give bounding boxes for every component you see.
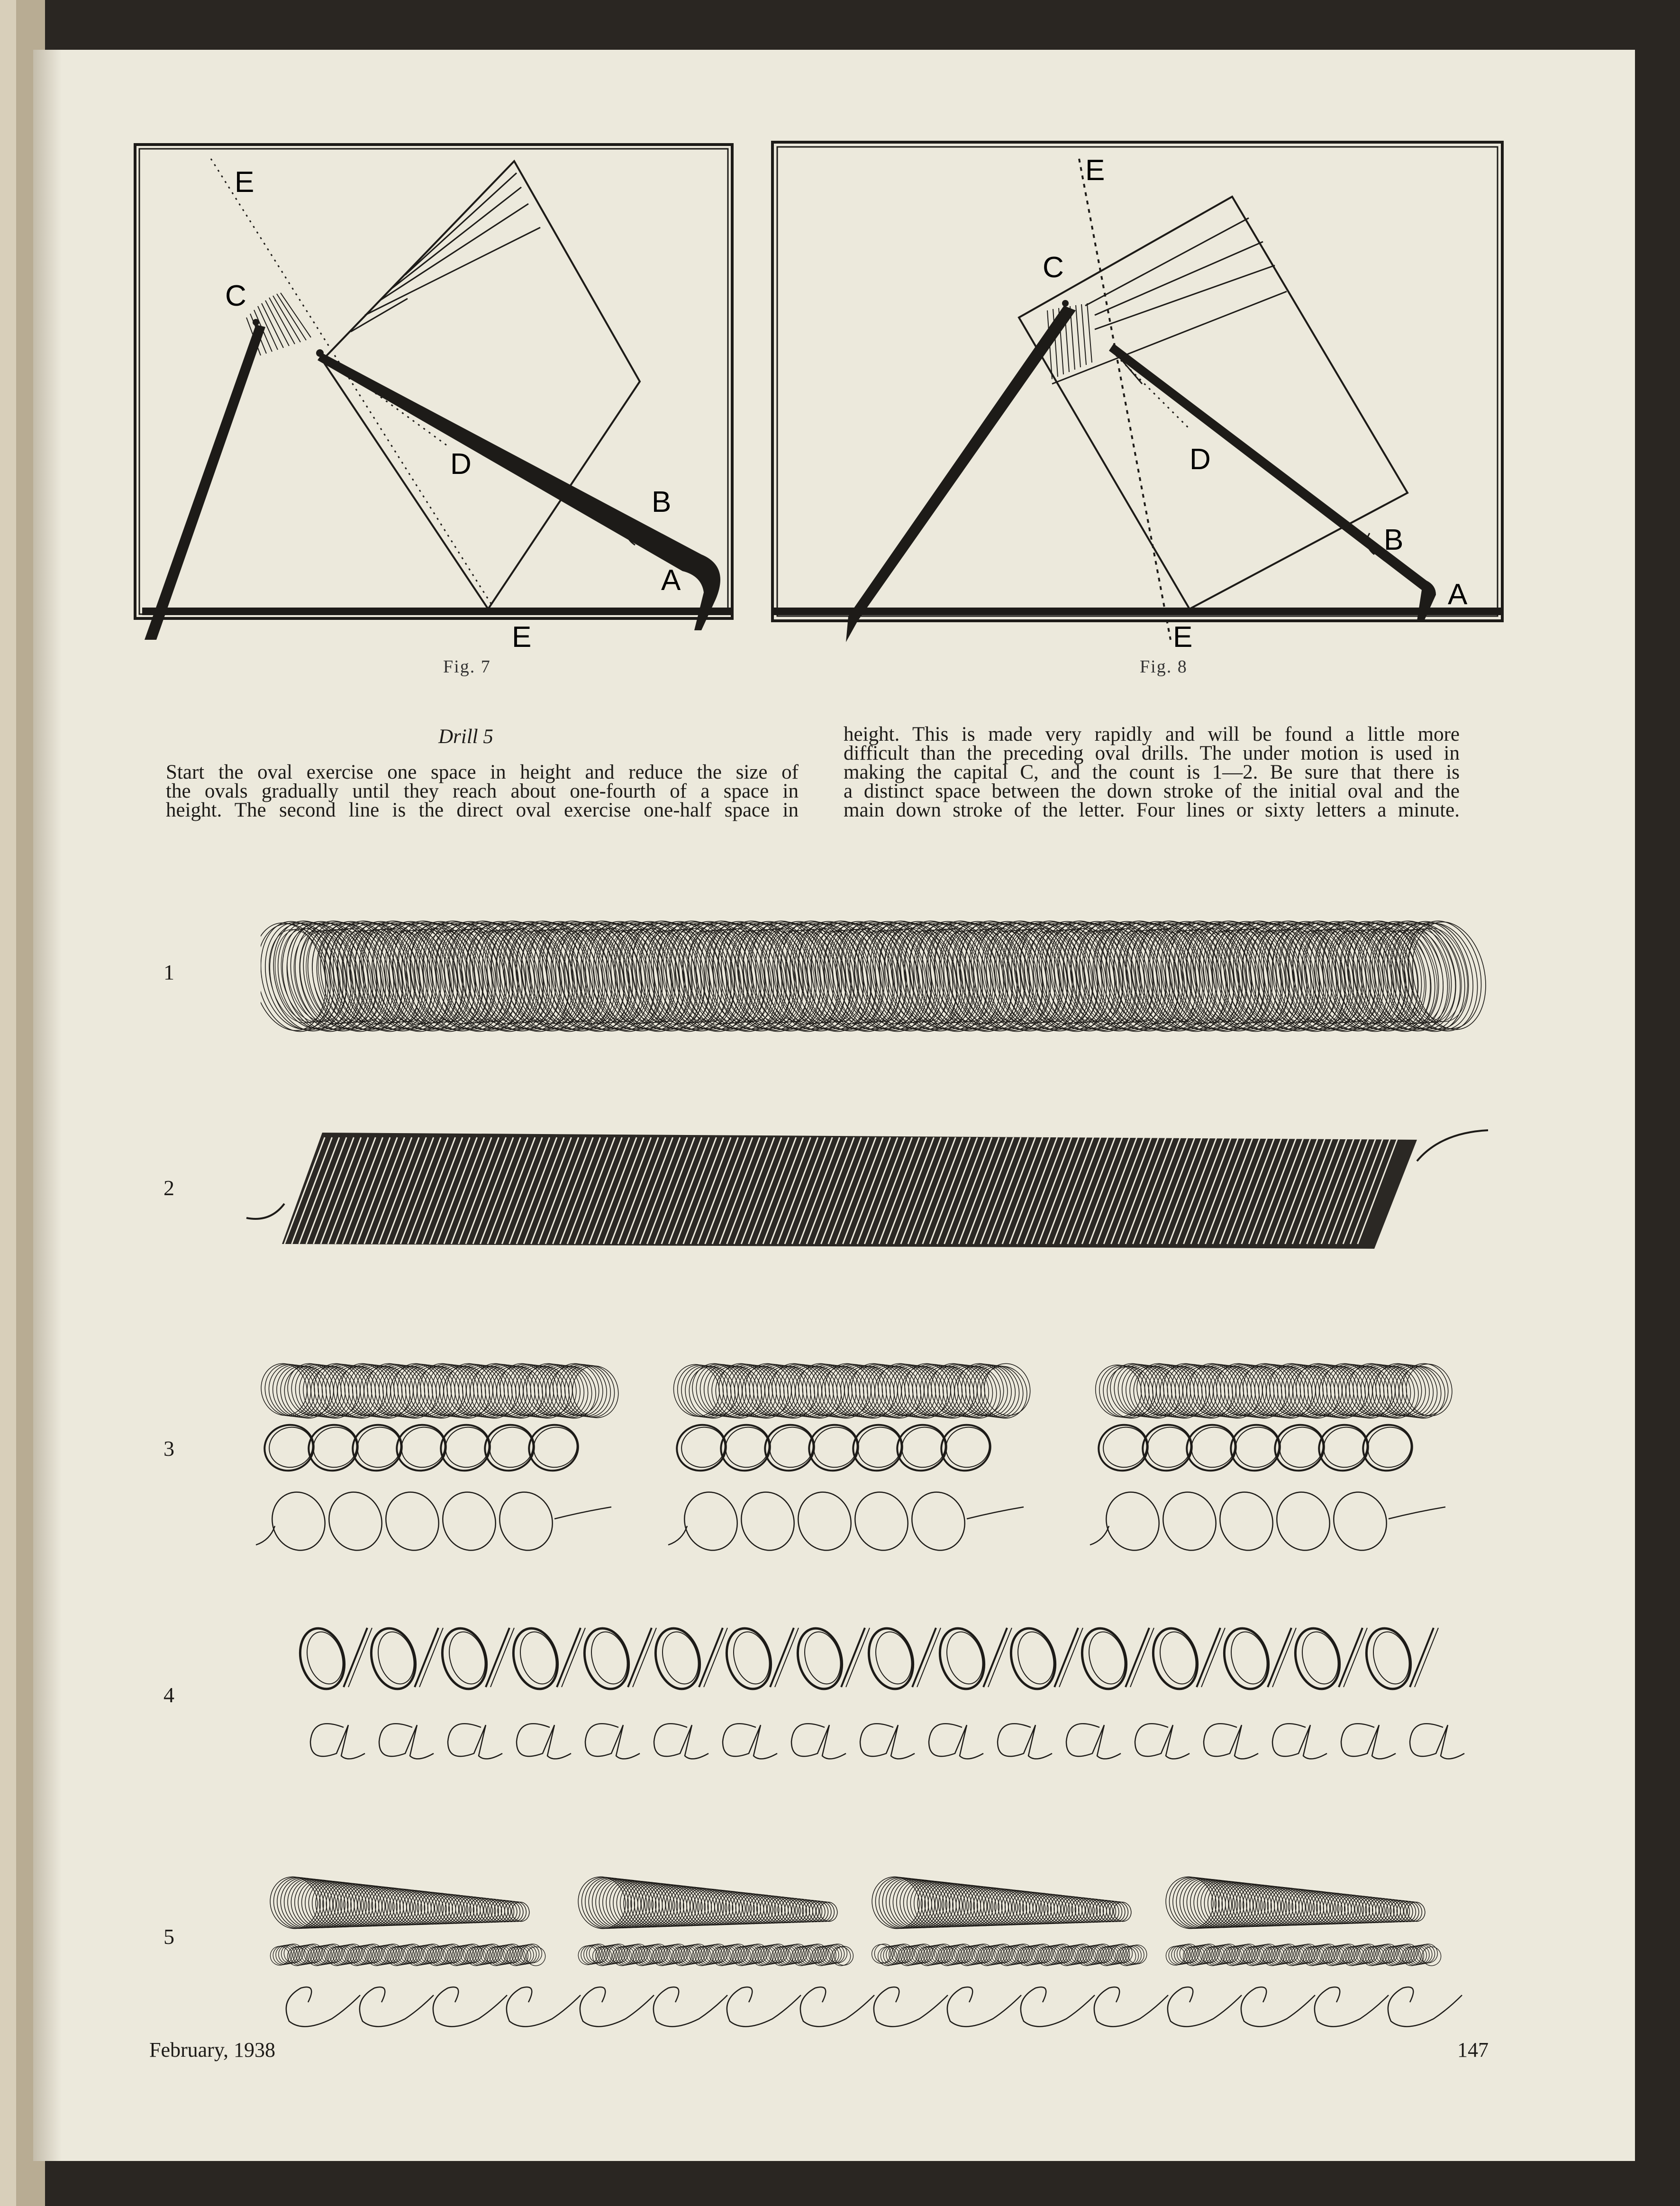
fig8-label-d: D — [1190, 443, 1211, 476]
page-gutter-shadow — [33, 50, 62, 2161]
tapering-ovals-4 — [1160, 1871, 1427, 1934]
left-line-2: the ovals gradually until they reach about one-fourth of a space in — [166, 780, 799, 802]
right-line-1: height. This is made very rapidly and will be found a little more — [844, 723, 1460, 745]
right-column-text — [844, 725, 1460, 820]
open-ovals-1 — [256, 1485, 611, 1557]
small-oval-band-1 — [269, 1942, 547, 1967]
medium-ovals-3 — [1093, 1419, 1417, 1476]
left-line-3: height. The second line is the direct oval exercise one-half space in — [166, 799, 799, 821]
right-line-2: difficult than the preceding oval drills. The under motion is used in — [844, 742, 1460, 764]
small-oval-band-4 — [1164, 1942, 1443, 1967]
drill-title: Drill 5 — [438, 726, 493, 748]
tapering-ovals-2 — [572, 1871, 839, 1934]
right-line-4: a distinct space between the down stroke of the initial oval and the — [844, 780, 1460, 802]
tapering-ovals-1 — [264, 1871, 531, 1934]
compact-oval-group-3 — [1091, 1359, 1457, 1422]
figure-8-diagram — [763, 133, 1526, 654]
tapering-ovals-3 — [866, 1871, 1133, 1934]
exercise-2-push-pull — [237, 1123, 1498, 1261]
capital-c-row — [286, 1987, 1462, 2026]
compact-oval-group-2 — [669, 1359, 1035, 1422]
row-number-2: 2 — [163, 1176, 174, 1200]
left-column-text — [166, 763, 799, 820]
fig7-label-d: D — [450, 448, 472, 481]
fig8-label-b: B — [1384, 524, 1404, 556]
open-ovals-3 — [1090, 1485, 1445, 1557]
figure-7-diagram — [128, 137, 758, 654]
fig8-label-e-bottom: E — [1173, 621, 1193, 654]
footer-date: February, 1938 — [149, 2038, 275, 2061]
fig7-label-a: A — [661, 564, 681, 597]
fig7-label-c: C — [225, 280, 246, 312]
row-number-5: 5 — [163, 1925, 174, 1949]
facing-page-edge — [0, 0, 16, 2206]
fig8-label-e-top: E — [1085, 154, 1105, 187]
medium-ovals-1 — [259, 1419, 583, 1476]
right-line-5: main down stroke of the letter. Four lines or sixty letters a minute. — [844, 799, 1460, 821]
row-number-1: 1 — [163, 960, 174, 984]
fig7-label-e-bottom: E — [512, 621, 532, 654]
row-number-4: 4 — [163, 1683, 174, 1707]
figure-8-caption: Fig. 8 — [1140, 657, 1188, 677]
small-oval-band-3 — [870, 1942, 1149, 1967]
exercise-3-reducing-ovals — [251, 1355, 1493, 1564]
cursive-a-row — [310, 1724, 1464, 1759]
footer-page-number: 147 — [1457, 2038, 1489, 2061]
exercise-4-oval-a-drill — [294, 1621, 1488, 1777]
small-oval-band-2 — [576, 1942, 855, 1967]
compact-oval-group-1 — [256, 1359, 623, 1422]
left-line-1: Start the oval exercise one space in height and reduce the size of — [166, 761, 799, 783]
open-ovals-2 — [668, 1485, 1024, 1557]
row-number-3: 3 — [163, 1436, 174, 1461]
medium-ovals-2 — [672, 1419, 995, 1476]
fig8-label-a: A — [1448, 578, 1468, 611]
exercise-1-compact-ovals — [261, 905, 1493, 1047]
oval-slant-row — [294, 1624, 1438, 1694]
fig7-label-e-top: E — [235, 166, 254, 199]
fig8-label-c: C — [1043, 251, 1064, 284]
figure-7-caption: Fig. 7 — [443, 657, 491, 677]
fig7-label-b: B — [652, 486, 672, 518]
exercise-5-capital-c-drill — [261, 1858, 1493, 2038]
right-line-3: making the capital C, and the count is 1—2. Be sure that there is — [844, 761, 1460, 783]
